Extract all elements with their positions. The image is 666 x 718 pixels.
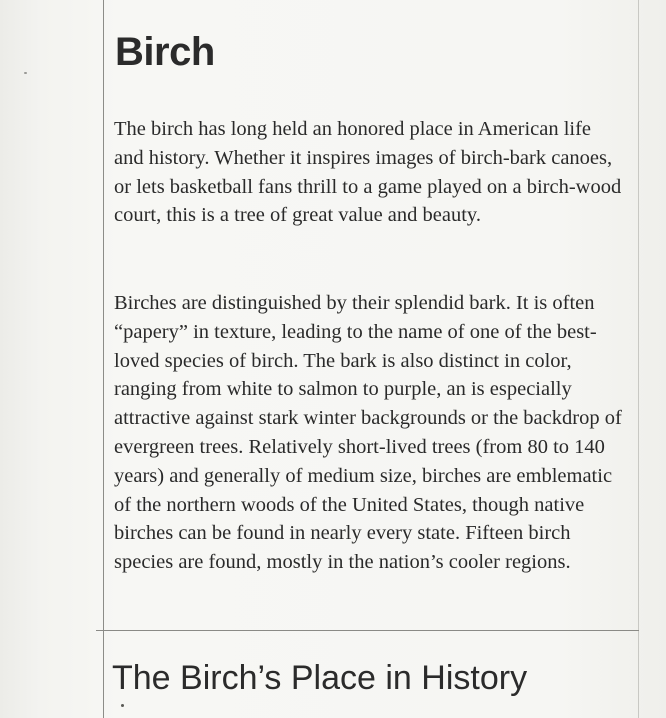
scan-speck	[24, 72, 27, 74]
left-margin-rule	[103, 0, 104, 718]
bark-paragraph: Birches are distinguished by their splendid bark. It is often “papery” in texture, leading to the name of one of the best-loved species of birch. The bark is also distinct in color, ranging from white to salmon to purple, an is especially attractive against stark winter backgrounds or the backdrop of evergreen trees. Relatively short-lived trees (from 80 to 140 years) and generally of medium size, birches are emblematic of the northern woods of the United States, though native birches can be found in nearly every state. Fifteen birch species are found, mostly in the nation’s cooler regions.	[114, 292, 622, 574]
section-divider	[96, 630, 639, 631]
right-margin-rule	[638, 0, 639, 718]
article-title: Birch	[115, 30, 215, 74]
intro-paragraph: The birch has long held an honored place in American life and history. Whether it inspires images of birch-bark canoes, or lets basketball fans thrill to a game played on a birch-wood court, this is a tree of great value and beauty.	[114, 118, 622, 227]
section-heading: The Birch’s Place in History	[112, 659, 528, 697]
scan-dot	[121, 704, 124, 707]
